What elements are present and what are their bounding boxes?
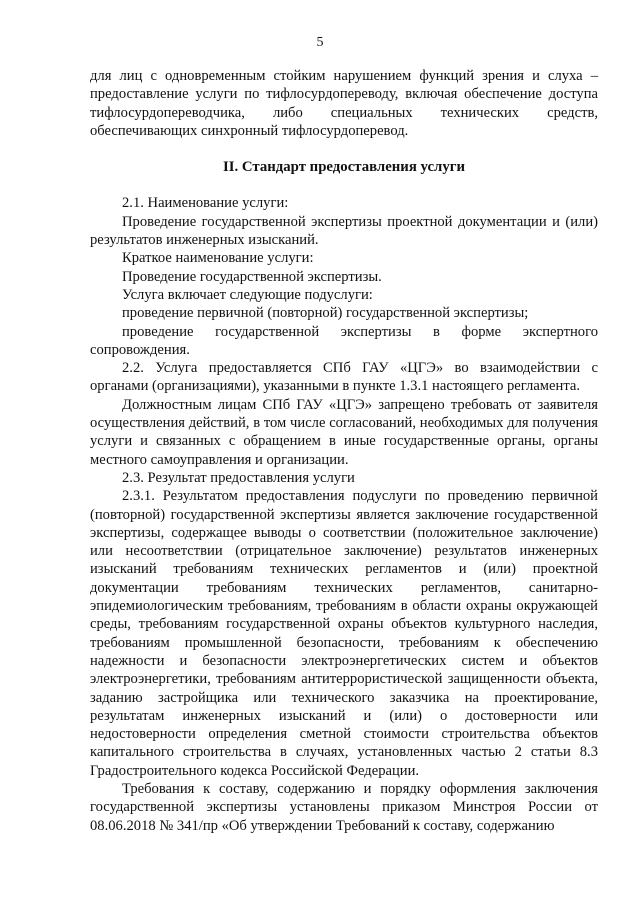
paragraph-subservice-1: проведение первичной (повторной) государственной экспертизы;: [122, 305, 529, 322]
paragraph-requirements: Требования к составу, содержанию и порядку оформления заключения государственной экспертизы установлены приказом Минстроя России от 08.06.2018 № 341/пр «Об утверждении Требований к составу, содержанию: [90, 780, 598, 834]
document-body: [90, 67, 598, 835]
paragraph-2-3-1: 2.3.1. Результатом предоставления подуслуги по проведению первичной (повторной) государственной экспертизы является заключение государственной экспертизы, содержащее выводы о соответствии (положительное заключение) или несоответствии (отрицательное заключение) результатов инженерных изысканий требованиям технических регламентов и (или) проектной документации требованиям технических регламентов, санитарно-эпидемиологическим требованиям, требованиям в области охраны окружающей среды, требованиям государственной охраны объектов культурного наследия, требованиям промышленной безопасности, требованиям к обеспечению надежности и безопасности электроэнергетических систем и объектов электроэнергетики, требованиям антитеррористической защищенности объекта, заданию застройщика или технического заказчика на проектирование, результатам инженерных изысканий и (или) о достоверности или недостоверности определения сметной стоимости строительства объектов капитального строительства в случаях, установленных частью 2 статьи 8.3 Градостроительного кодекса Российской Федерации.: [90, 488, 598, 779]
paragraph-2-2: 2.2. Услуга предоставляется СПб ГАУ «ЦГЭ» во взаимодействии с органами (организациями), указанными в пункте 1.3.1 настоящего регламента.: [90, 360, 598, 395]
continuation-paragraph: для лиц с одновременным стойким нарушением функций зрения и слуха – предоставление услуги по тифлосурдопереводу, включая обеспечение доступа тифлосурдопереводчика, либо специальных технических средств, обеспечивающих синхронный тифлосурдоперевод.: [90, 68, 598, 139]
paragraph-2-1: 2.1. Наименование услуги:: [122, 195, 289, 212]
paragraph-2-3: 2.3. Результат предоставления услуги: [122, 469, 355, 486]
paragraph-subservice-2: проведение государственной экспертизы в форме экспертного сопровождения.: [90, 323, 598, 358]
paragraph-short-name-label: Краткое наименование услуги:: [122, 250, 314, 267]
section-heading: II. Стандарт предоставления услуги: [223, 159, 465, 176]
paragraph-prohibition: Должностным лицам СПб ГАУ «ЦГЭ» запрещено требовать от заявителя осуществления действий, в том числе согласований, необходимых для получения услуги и связанных с обращением в иные государственные органы, органы местного самоуправления и организации.: [90, 396, 598, 468]
paragraph-short-name: Проведение государственной экспертизы.: [122, 268, 382, 285]
paragraph-service-name: Проведение государственной экспертизы проектной документации и (или) результатов инженерных изысканий.: [90, 213, 598, 249]
paragraph-subservices-label: Услуга включает следующие подуслуги:: [122, 286, 373, 303]
page-number: 5: [316, 35, 324, 50]
